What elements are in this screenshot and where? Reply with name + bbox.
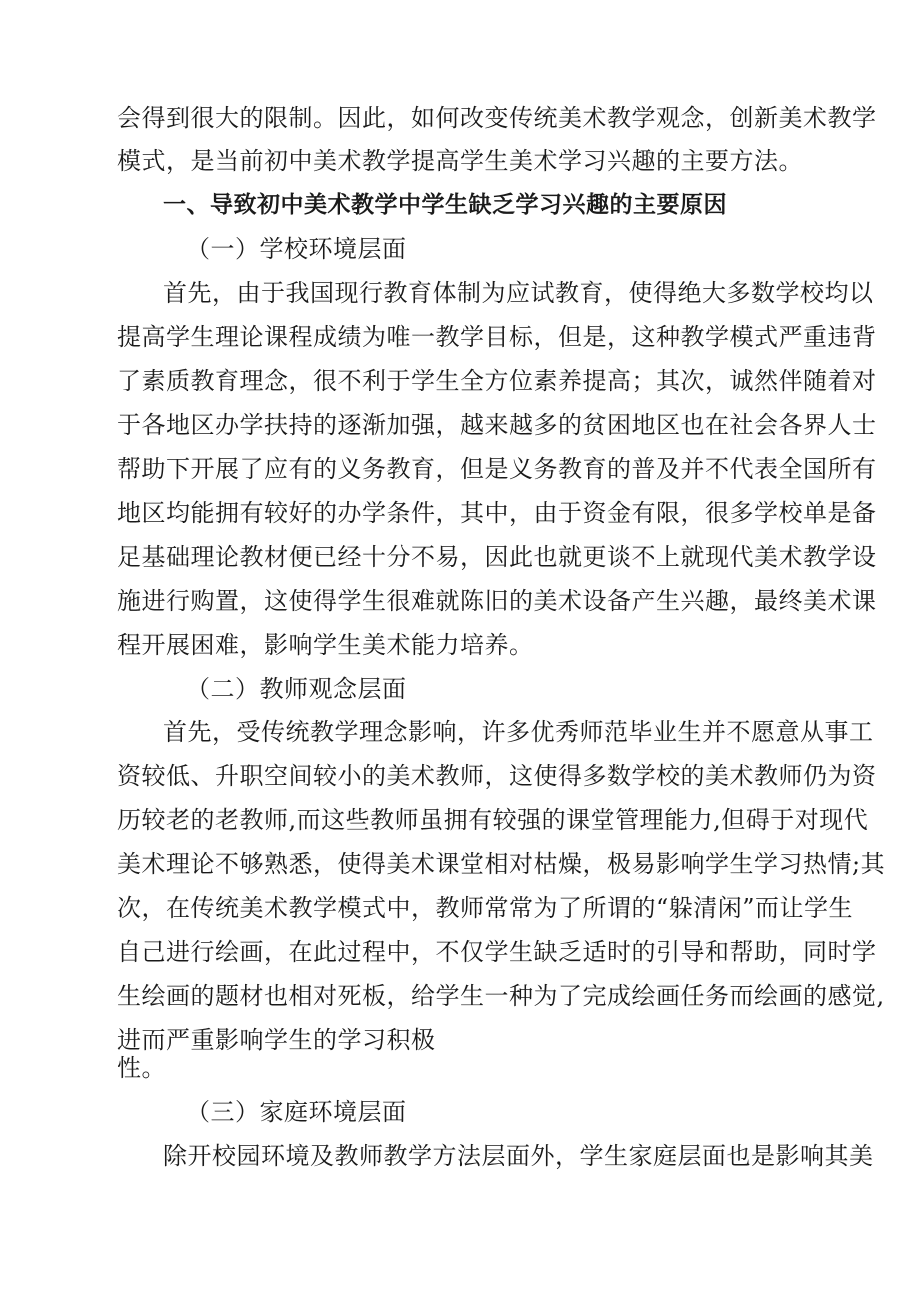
- paragraph-line: 历较老的老教师,而这些教师虽拥有较强的课堂管理能力,但碍于对现代: [117, 806, 869, 834]
- paragraph-line: 会得到很大的限制。因此，如何改变传统美术教学观念，创新美术教学: [117, 104, 877, 132]
- paragraph-line: 施进行购置，这使得学生很难就陈旧的美术设备产生兴趣，最终美术课: [117, 587, 877, 615]
- paragraph-line: 生绘画的题材也相对死板，给学生一种为了完成绘画任务而绘画的感觉,: [117, 982, 885, 1010]
- paragraph-line: 程开展困难，影响学生美术能力培养。: [117, 631, 534, 659]
- paragraph-line: 了素质教育理念，很不利于学生全方位素养提高；其次，诚然伴随着对: [117, 367, 877, 395]
- paragraph-line: 首先，由于我国现行教育体制为应试教育，使得绝大多数学校均以: [163, 279, 874, 307]
- paragraph-line: 资较低、升职空间较小的美术教师，这使得多数学校的美术教师仍为资: [117, 762, 877, 790]
- paragraph-line: 地区均能拥有较好的办学条件，其中，由于资金有限，很多学校单是备: [117, 499, 877, 527]
- paragraph-line: 模式，是当前初中美术教学提高学生美术学习兴趣的主要方法。: [117, 147, 803, 175]
- paragraph-line: 首先，受传统教学理念影响，许多优秀师范毕业生并不愿意从事工: [163, 718, 874, 746]
- paragraph-line: 除开校园环境及教师教学方法层面外，学生家庭层面也是影响其美: [163, 1142, 874, 1170]
- section-heading: 一、导致初中美术教学中学生缺乏学习兴趣的主要原因: [163, 192, 727, 218]
- paragraph-line: 提高学生理论课程成绩为唯一教学目标，但是，这种教学模式严重违背: [117, 323, 877, 351]
- paragraph-line: 次，在传统美术教学模式中，教师常常为了所谓的“躲清闲”而让学生: [117, 894, 854, 922]
- paragraph-line: 于各地区办学扶持的逐渐加强，越来越多的贫困地区也在社会各界人士: [117, 411, 877, 439]
- paragraph-line: 性。: [117, 1054, 166, 1082]
- subsection-heading: （三）家庭环境层面: [186, 1098, 407, 1126]
- subsection-heading: （二）教师观念层面: [186, 675, 407, 703]
- subsection-heading: （一）学校环境层面: [186, 235, 407, 263]
- paragraph-line: 自己进行绘画，在此过程中，不仅学生缺乏适时的引导和帮助，同时学: [117, 938, 877, 966]
- paragraph-line: 帮助下开展了应有的义务教育，但是义务教育的普及并不代表全国所有: [117, 455, 877, 483]
- paragraph-line: 足基础理论教材便已经十分不易，因此也就更谈不上就现代美术教学设: [117, 543, 877, 571]
- paragraph-line: 美术理论不够熟悉，使得美术课堂相对枯燥，极易影响学生学习热情;其: [117, 850, 886, 878]
- paragraph-line: 进而严重影响学生的学习积极: [117, 1026, 436, 1054]
